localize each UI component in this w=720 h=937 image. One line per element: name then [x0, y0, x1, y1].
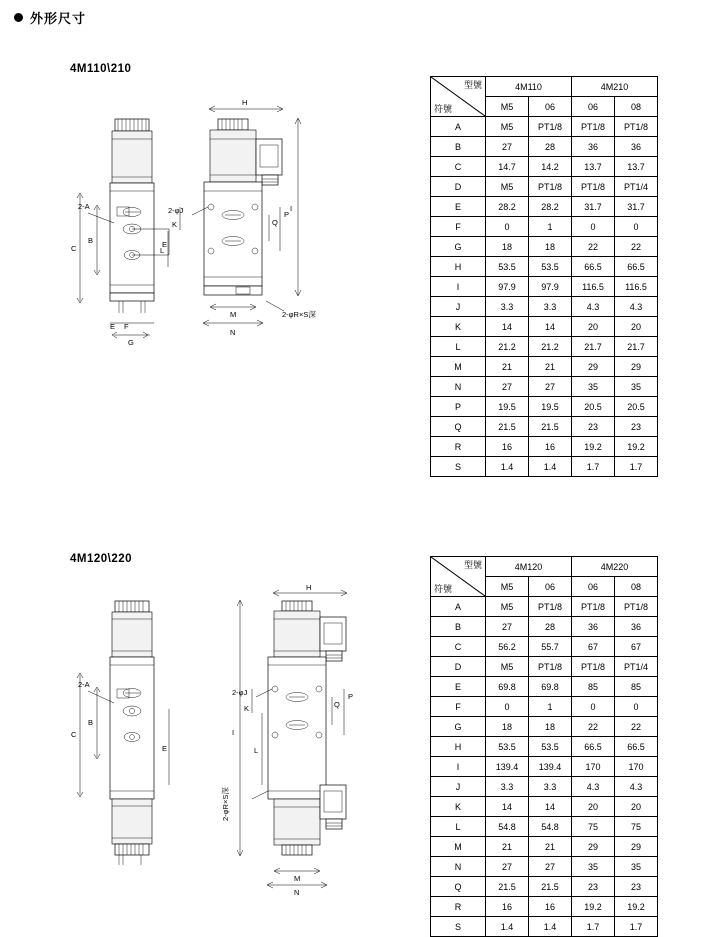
table-row: [431, 897, 658, 917]
cell: PT1/8: [572, 177, 615, 197]
cell: 54.8: [486, 817, 529, 837]
svg-text:N: N: [294, 888, 300, 895]
cell: 69.8: [529, 677, 572, 697]
svg-text:C: C: [71, 730, 77, 739]
table-row: [431, 297, 658, 317]
svg-text:2-φR×S深: 2-φR×S深: [282, 310, 316, 319]
cell: 27: [486, 617, 529, 637]
svg-text:2-A: 2-A: [78, 680, 90, 689]
corner-top-label: 型號: [463, 560, 482, 570]
spec-table-4m120-220: [430, 556, 658, 937]
sub-header-2: 06: [529, 97, 572, 117]
row-symbol: E: [431, 197, 486, 217]
table-row: [431, 337, 658, 357]
table-row: [431, 317, 658, 337]
row-symbol: K: [431, 797, 486, 817]
cell: 21.5: [486, 417, 529, 437]
cell: 170: [572, 757, 615, 777]
row-symbol: R: [431, 437, 486, 457]
cell: 21.7: [572, 337, 615, 357]
row-symbol: C: [431, 157, 486, 177]
svg-text:2-φJ: 2-φJ: [168, 206, 184, 215]
table-row: [431, 797, 658, 817]
cell: 18: [529, 717, 572, 737]
cell: 1.7: [615, 457, 658, 477]
cell: 0: [615, 217, 658, 237]
cell: 139.4: [486, 757, 529, 777]
cell: 23: [615, 417, 658, 437]
cell: 85: [615, 677, 658, 697]
cell: 35: [572, 377, 615, 397]
svg-text:I: I: [290, 204, 293, 213]
svg-text:F: F: [124, 322, 129, 331]
cell: 19.2: [615, 437, 658, 457]
table-row: [431, 197, 658, 217]
cell: 0: [615, 697, 658, 717]
cell: 3.3: [529, 777, 572, 797]
svg-text:I: I: [232, 728, 235, 737]
cell: 139.4: [529, 757, 572, 777]
row-symbol: R: [431, 897, 486, 917]
table-row: [431, 217, 658, 237]
cell: 4.3: [572, 297, 615, 317]
bullet-dot-icon: [14, 13, 23, 22]
cell: 21: [529, 357, 572, 377]
cell: 0: [486, 217, 529, 237]
sub-header-4: 08: [615, 577, 658, 597]
cell: 18: [486, 717, 529, 737]
cell: PT1/8: [529, 117, 572, 137]
cell: 20: [572, 317, 615, 337]
table-row: [431, 717, 658, 737]
cell: 20: [572, 797, 615, 817]
cell: 66.5: [572, 257, 615, 277]
svg-text:P: P: [348, 692, 354, 701]
corner-bottom-label: 符號: [434, 104, 453, 114]
svg-text:L: L: [160, 246, 165, 255]
svg-text:Q: Q: [272, 218, 278, 227]
cell: 4.3: [615, 297, 658, 317]
cell: 75: [572, 817, 615, 837]
row-symbol: H: [431, 257, 486, 277]
sub-header-3: 06: [572, 577, 615, 597]
cell: 1.7: [572, 917, 615, 937]
table-body-1: [431, 117, 658, 477]
table-row: [431, 757, 658, 777]
row-symbol: K: [431, 317, 486, 337]
cell: 27: [486, 377, 529, 397]
svg-text:C: C: [71, 244, 77, 253]
cell: 54.8: [529, 817, 572, 837]
table-row: [431, 257, 658, 277]
cell: 36: [572, 137, 615, 157]
valve-drawing-svg-1: [70, 95, 420, 395]
table-row: [431, 157, 658, 177]
table-row: [431, 817, 658, 837]
cell: 85: [572, 677, 615, 697]
cell: 27: [529, 377, 572, 397]
table-row: [431, 877, 658, 897]
row-symbol: L: [431, 337, 486, 357]
cell: 16: [486, 897, 529, 917]
row-symbol: F: [431, 217, 486, 237]
cell: 16: [529, 437, 572, 457]
svg-text:G: G: [128, 338, 134, 347]
cell: M5: [486, 177, 529, 197]
cell: 170: [615, 757, 658, 777]
svg-text:K: K: [244, 704, 250, 713]
table-row: [431, 737, 658, 757]
cell: 97.9: [529, 277, 572, 297]
row-symbol: G: [431, 717, 486, 737]
table-row: [431, 637, 658, 657]
sub-header-1: M5: [486, 97, 529, 117]
cell: 1.4: [529, 917, 572, 937]
cell: 69.8: [486, 677, 529, 697]
cell: 22: [572, 237, 615, 257]
cell: 29: [615, 357, 658, 377]
svg-text:2-φR×S深: 2-φR×S深: [221, 787, 230, 821]
cell: 13.7: [572, 157, 615, 177]
table-row: [431, 117, 658, 137]
table-row: [431, 617, 658, 637]
cell: 18: [529, 237, 572, 257]
group-header-2: 4M210: [572, 77, 658, 97]
row-symbol: D: [431, 657, 486, 677]
cell: 116.5: [572, 277, 615, 297]
svg-text:N: N: [230, 328, 236, 337]
section-header: [14, 8, 86, 27]
table-corner-cell: [431, 557, 486, 597]
cell: 66.5: [615, 737, 658, 757]
corner-bottom-label: 符號: [434, 584, 453, 594]
cell: 19.2: [572, 897, 615, 917]
table-row: [431, 177, 658, 197]
svg-text:H: H: [306, 585, 312, 592]
table-row: [431, 357, 658, 377]
row-symbol: A: [431, 597, 486, 617]
cell: PT1/4: [615, 657, 658, 677]
table-row: [431, 597, 658, 617]
cell: 0: [572, 217, 615, 237]
cell: 3.3: [529, 297, 572, 317]
cell: 21.5: [486, 877, 529, 897]
row-symbol: M: [431, 357, 486, 377]
row-symbol: N: [431, 377, 486, 397]
row-symbol: C: [431, 637, 486, 657]
cell: 21: [486, 357, 529, 377]
row-symbol: E: [431, 677, 486, 697]
cell: 66.5: [615, 257, 658, 277]
cell: 27: [529, 857, 572, 877]
row-symbol: H: [431, 737, 486, 757]
cell: PT1/8: [615, 597, 658, 617]
cell: 53.5: [486, 737, 529, 757]
cell: 67: [572, 637, 615, 657]
row-symbol: J: [431, 777, 486, 797]
row-symbol: Q: [431, 877, 486, 897]
row-symbol: B: [431, 617, 486, 637]
cell: 13.7: [615, 157, 658, 177]
cell: 36: [615, 617, 658, 637]
cell: 23: [615, 877, 658, 897]
cell: 35: [572, 857, 615, 877]
table-corner-cell: [431, 77, 486, 117]
cell: 1.4: [486, 917, 529, 937]
svg-text:B: B: [88, 236, 94, 245]
cell: 0: [486, 697, 529, 717]
svg-text:B: B: [88, 718, 94, 727]
cell: 20.5: [615, 397, 658, 417]
cell: 1: [529, 697, 572, 717]
cell: 18: [486, 237, 529, 257]
svg-text:L: L: [254, 746, 259, 755]
table-row: [431, 677, 658, 697]
cell: 31.7: [615, 197, 658, 217]
sub-header-2: 06: [529, 577, 572, 597]
table-row: [431, 837, 658, 857]
cell: 21.2: [486, 337, 529, 357]
cell: 22: [572, 717, 615, 737]
svg-text:E: E: [162, 240, 168, 249]
cell: 67: [615, 637, 658, 657]
row-symbol: B: [431, 137, 486, 157]
table-header-group-row: [431, 77, 658, 97]
cell: M5: [486, 597, 529, 617]
cell: 3.3: [486, 297, 529, 317]
row-symbol: P: [431, 397, 486, 417]
cell: 1: [529, 217, 572, 237]
cell: PT1/8: [615, 117, 658, 137]
row-symbol: L: [431, 817, 486, 837]
sub-header-1: M5: [486, 577, 529, 597]
table-row: [431, 777, 658, 797]
row-symbol: I: [431, 757, 486, 777]
cell: 1.7: [615, 917, 658, 937]
row-symbol: S: [431, 917, 486, 937]
cell: 27: [486, 857, 529, 877]
group-header-2: 4M220: [572, 557, 658, 577]
cell: 28: [529, 617, 572, 637]
table-row: [431, 277, 658, 297]
svg-text:H: H: [242, 98, 248, 107]
drawing-4m110-210: [70, 95, 420, 400]
cell: 1.4: [486, 457, 529, 477]
cell: 21.7: [615, 337, 658, 357]
table-row: [431, 457, 658, 477]
cell: PT1/4: [615, 177, 658, 197]
cell: 66.5: [572, 737, 615, 757]
cell: 53.5: [529, 737, 572, 757]
svg-text:2-φJ: 2-φJ: [232, 688, 248, 697]
row-symbol: G: [431, 237, 486, 257]
table-body-2: [431, 597, 658, 937]
table-row: [431, 697, 658, 717]
cell: PT1/8: [529, 657, 572, 677]
cell: 14: [486, 797, 529, 817]
row-symbol: N: [431, 857, 486, 877]
cell: 28.2: [486, 197, 529, 217]
cell: 19.2: [615, 897, 658, 917]
row-symbol: F: [431, 697, 486, 717]
svg-text:K: K: [172, 220, 178, 229]
row-symbol: M: [431, 837, 486, 857]
svg-text:E: E: [110, 322, 116, 331]
cell: 36: [615, 137, 658, 157]
svg-text:2-A: 2-A: [78, 202, 90, 211]
sub-header-3: 06: [572, 97, 615, 117]
row-symbol: S: [431, 457, 486, 477]
cell: PT1/8: [572, 657, 615, 677]
table-row: [431, 857, 658, 877]
cell: 53.5: [529, 257, 572, 277]
page-title: 外形尺寸: [30, 11, 87, 26]
cell: 29: [615, 837, 658, 857]
cell: 23: [572, 877, 615, 897]
cell: 36: [572, 617, 615, 637]
cell: 29: [572, 837, 615, 857]
cell: 53.5: [486, 257, 529, 277]
row-symbol: I: [431, 277, 486, 297]
model-label-2: 4M120\220: [70, 553, 133, 565]
row-symbol: D: [431, 177, 486, 197]
cell: 21.5: [529, 417, 572, 437]
cell: 75: [615, 817, 658, 837]
table-row: [431, 657, 658, 677]
cell: 19.2: [572, 437, 615, 457]
cell: 21: [529, 837, 572, 857]
cell: 14: [529, 797, 572, 817]
cell: 97.9: [486, 277, 529, 297]
cell: 22: [615, 237, 658, 257]
cell: 56.2: [486, 637, 529, 657]
group-header-1: 4M110: [486, 77, 572, 97]
table-row: [431, 237, 658, 257]
cell: 35: [615, 377, 658, 397]
svg-text:Q: Q: [334, 700, 340, 709]
cell: 3.3: [486, 777, 529, 797]
cell: 19.5: [529, 397, 572, 417]
cell: 20: [615, 797, 658, 817]
spec-table-4m110-210: [430, 76, 658, 477]
cell: 21.2: [529, 337, 572, 357]
cell: 22: [615, 717, 658, 737]
drawing-4m120-220: [70, 585, 420, 900]
table-row: [431, 417, 658, 437]
cell: 29: [572, 357, 615, 377]
cell: 16: [529, 897, 572, 917]
svg-text:E: E: [162, 744, 168, 753]
cell: PT1/8: [529, 597, 572, 617]
cell: PT1/8: [572, 117, 615, 137]
cell: 28.2: [529, 197, 572, 217]
row-symbol: J: [431, 297, 486, 317]
cell: PT1/8: [572, 597, 615, 617]
cell: M5: [486, 117, 529, 137]
table-row: [431, 377, 658, 397]
cell: 20: [615, 317, 658, 337]
svg-text:M: M: [230, 310, 237, 319]
corner-top-label: 型號: [463, 80, 482, 90]
cell: 55.7: [529, 637, 572, 657]
group-header-1: 4M120: [486, 557, 572, 577]
cell: 19.5: [486, 397, 529, 417]
cell: 14: [529, 317, 572, 337]
cell: 27: [486, 137, 529, 157]
cell: PT1/8: [529, 177, 572, 197]
cell: 23: [572, 417, 615, 437]
cell: 4.3: [615, 777, 658, 797]
table-row: [431, 437, 658, 457]
cell: 20.5: [572, 397, 615, 417]
valve-drawing-svg-2: [70, 585, 420, 895]
svg-text:P: P: [284, 210, 290, 219]
cell: M5: [486, 657, 529, 677]
table-row: [431, 137, 658, 157]
cell: 16: [486, 437, 529, 457]
cell: 0: [572, 697, 615, 717]
row-symbol: Q: [431, 417, 486, 437]
cell: 14: [486, 317, 529, 337]
cell: 28: [529, 137, 572, 157]
table-row: [431, 397, 658, 417]
model-label-1: 4M110\210: [70, 63, 132, 75]
cell: 21.5: [529, 877, 572, 897]
cell: 1.7: [572, 457, 615, 477]
cell: 35: [615, 857, 658, 877]
cell: 14.7: [486, 157, 529, 177]
cell: 4.3: [572, 777, 615, 797]
svg-text:M: M: [294, 874, 301, 883]
table-header-group-row: [431, 557, 658, 577]
cell: 31.7: [572, 197, 615, 217]
cell: 14.2: [529, 157, 572, 177]
cell: 1.4: [529, 457, 572, 477]
cell: 21: [486, 837, 529, 857]
sub-header-4: 08: [615, 97, 658, 117]
row-symbol: A: [431, 117, 486, 137]
cell: 116.5: [615, 277, 658, 297]
